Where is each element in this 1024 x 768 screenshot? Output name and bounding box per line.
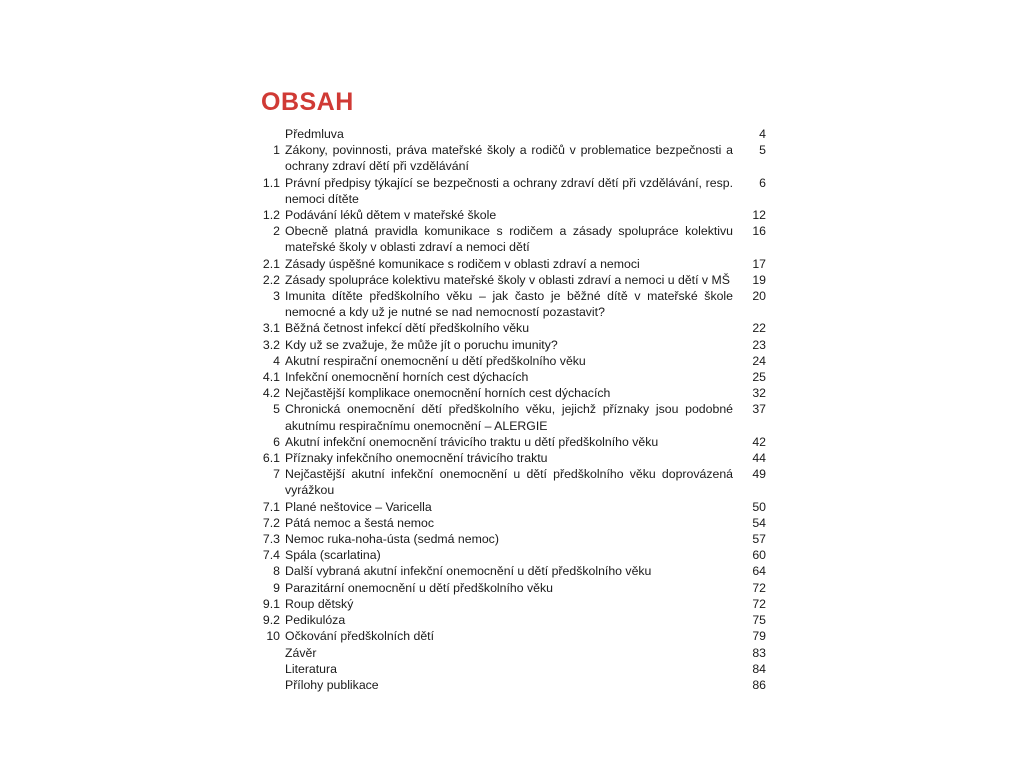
toc-entry: [255, 353, 766, 369]
toc-entry-title: Chronická onemocnění dětí předškolního věku, jejichž příznaky jsou podobné akutnímu respiračnímu onemocnění – ALERGIE: [285, 402, 733, 433]
toc-entry-title: Kdy už se zvažuje, že může jít o poruchu imunity?: [285, 337, 558, 352]
toc-entry-title: Zásady spolupráce kolektivu mateřské školy v oblasti zdraví a nemoci u dětí v MŠ: [285, 272, 730, 287]
toc-entry-title: Nemoc ruka-noha-ústa (sedmá nemoc): [285, 532, 499, 547]
toc-entry-title: Literatura: [285, 661, 337, 676]
toc-entry-page: 72: [752, 596, 766, 611]
toc-entry-page: 23: [752, 337, 766, 352]
toc-entry-number: 10: [266, 629, 280, 644]
toc-entry-page: 42: [752, 434, 766, 449]
toc-entry-title: Podávání léků dětem v mateřské škole: [285, 208, 497, 223]
toc-entry-page: 84: [752, 661, 766, 676]
toc-entry-page: 20: [752, 289, 766, 304]
toc-entry: [255, 547, 766, 563]
toc-entry: [255, 272, 766, 288]
toc-entry-number: 6: [273, 434, 280, 449]
toc-entry: [255, 256, 766, 272]
toc-entry-page: 64: [752, 564, 766, 579]
toc-entry-title: Pátá nemoc a šestá nemoc: [285, 515, 435, 530]
toc-entry: [255, 645, 766, 661]
toc-entry-title: Nejčastější komplikace onemocnění horních cest dýchacích: [285, 386, 611, 401]
toc-entry-page: 19: [752, 272, 766, 287]
toc-entry-title: Předmluva: [285, 127, 344, 141]
toc-entry-number: 4.2: [262, 386, 280, 401]
toc-entry-title: Běžná četnost infekcí dětí předškolního věku: [285, 321, 530, 336]
toc-entry-number: 1: [273, 143, 280, 158]
toc-entry-page: 37: [752, 402, 766, 417]
toc-entry-page: 17: [752, 256, 766, 271]
toc-entry-title: Přílohy publikace: [285, 677, 379, 692]
toc-entry-number: 7.1: [262, 499, 280, 514]
toc-entry-title: Plané neštovice – Varicella: [285, 499, 432, 514]
toc-entry: [255, 369, 766, 385]
toc-entry-number: 7.4: [262, 548, 280, 563]
toc-entry-page: 49: [752, 467, 766, 482]
toc-entry-page: 50: [752, 499, 766, 514]
toc-entry: [255, 499, 766, 515]
toc-entry-title: Zákony, povinnosti, práva mateřské školy a rodičů v problematice bezpečnosti a ochrany zdraví dětí při vzdělávání: [285, 143, 733, 174]
toc-entry: [255, 223, 766, 255]
toc-entry: [255, 531, 766, 547]
toc-entry-title: Akutní respirační onemocnění u dětí předškolního věku: [285, 353, 586, 368]
toc-entry-title: Akutní infekční onemocnění trávicího traktu u dětí předškolního věku: [285, 434, 659, 449]
toc-entry: [255, 207, 766, 223]
toc-entry-title: Očkování předškolních dětí: [285, 629, 435, 644]
toc-entry-number: 1.2: [262, 208, 280, 223]
toc-entry-page: 5: [759, 143, 766, 158]
toc-entry: [255, 320, 766, 336]
toc-entry-number: 3.2: [262, 337, 280, 352]
toc-entry-title: Roup dětský: [285, 596, 354, 611]
table-of-contents: [255, 126, 766, 693]
toc-entry-number: 5: [273, 402, 280, 417]
toc-entry-title: Spála (scarlatina): [285, 548, 381, 563]
toc-entry-title: Nejčastější akutní infekční onemocnění u dětí předškolního věku doprovázená vyrážkou: [285, 467, 733, 498]
toc-entry-number: 3.1: [262, 321, 280, 336]
toc-entry-title: Právní předpisy týkající se bezpečnosti a ochrany zdraví dětí při vzdělávání, resp. nemoci dítěte: [285, 175, 733, 206]
toc-entry: [255, 126, 766, 142]
toc-entry-number: 4: [273, 353, 280, 368]
toc-entry-number: 2.1: [262, 256, 280, 271]
toc-entry: [255, 142, 766, 174]
toc-entry: [255, 450, 766, 466]
toc-entry: [255, 612, 766, 628]
toc-entry-page: 25: [752, 370, 766, 385]
toc-entry: [255, 515, 766, 531]
toc-entry-number: 2: [273, 224, 280, 239]
toc-entry-number: 9.2: [262, 613, 280, 628]
toc-entry-page: 79: [752, 629, 766, 644]
toc-entry: [255, 596, 766, 612]
toc-entry-page: 16: [752, 224, 766, 239]
toc-entry-page: 54: [752, 515, 766, 530]
toc-entry: [255, 288, 766, 320]
toc-entry: [255, 580, 766, 596]
toc-entry-number: 4.1: [262, 370, 280, 385]
toc-entry: [255, 628, 766, 644]
toc-entry-title: Pedikulóza: [285, 613, 346, 628]
toc-entry-page: 83: [752, 645, 766, 660]
toc-entry-title: Infekční onemocnění horních cest dýchacích: [285, 370, 529, 385]
toc-entry-page: 75: [752, 613, 766, 628]
toc-entry-title: Příznaky infekčního onemocnění trávicího traktu: [285, 451, 548, 466]
toc-entry-number: 8: [273, 564, 280, 579]
toc-entry-number: 9: [273, 580, 280, 595]
toc-entry-page: 22: [752, 321, 766, 336]
page-title: OBSAH: [261, 88, 354, 116]
toc-entry-page: 60: [752, 548, 766, 563]
toc-entry: [255, 677, 766, 693]
toc-entry-number: 6.1: [262, 451, 280, 466]
toc-entry-page: 57: [752, 532, 766, 547]
toc-entry-number: 7.2: [262, 515, 280, 530]
toc-entry-page: 4: [759, 127, 766, 141]
toc-entry: [255, 337, 766, 353]
toc-entry-number: 7: [273, 467, 280, 482]
toc-entry-page: 12: [752, 208, 766, 223]
toc-entry: [255, 175, 766, 207]
toc-entry-title: Další vybraná akutní infekční onemocnění u dětí předškolního věku: [285, 564, 652, 579]
toc-entry-number: 2.2: [262, 272, 280, 287]
toc-entry-title: Obecně platná pravidla komunikace s rodičem a zásady spolupráce kolektivu mateřské školy v oblasti zdraví a nemoci dětí: [285, 224, 733, 255]
toc-entry-page: 24: [752, 353, 766, 368]
toc-entry-page: 6: [759, 175, 766, 190]
toc-entry: [255, 661, 766, 677]
toc-entry-title: Závěr: [285, 645, 317, 660]
toc-entry-page: 44: [752, 451, 766, 466]
toc-entry-number: 1.1: [262, 175, 280, 190]
toc-entry: [255, 466, 766, 498]
toc-entry: [255, 563, 766, 579]
toc-entry: [255, 385, 766, 401]
toc-entry-page: 72: [752, 580, 766, 595]
toc-entry: [255, 434, 766, 450]
toc-entry-title: Imunita dítěte předškolního věku – jak často je běžné dítě v mateřské škole nemocné a kdy už je nutné se nad nemocností pozastavit?: [285, 289, 733, 320]
toc-entry-page: 86: [752, 677, 766, 692]
toc-entry-number: 7.3: [262, 532, 280, 547]
toc-entry-page: 32: [752, 386, 766, 401]
toc-entry-title: Zásady úspěšné komunikace s rodičem v oblasti zdraví a nemoci: [285, 256, 640, 271]
toc-entry-number: 3: [273, 289, 280, 304]
toc-entry: [255, 401, 766, 433]
toc-entry-title: Parazitární onemocnění u dětí předškolního věku: [285, 580, 553, 595]
toc-entry-number: 9.1: [262, 596, 280, 611]
